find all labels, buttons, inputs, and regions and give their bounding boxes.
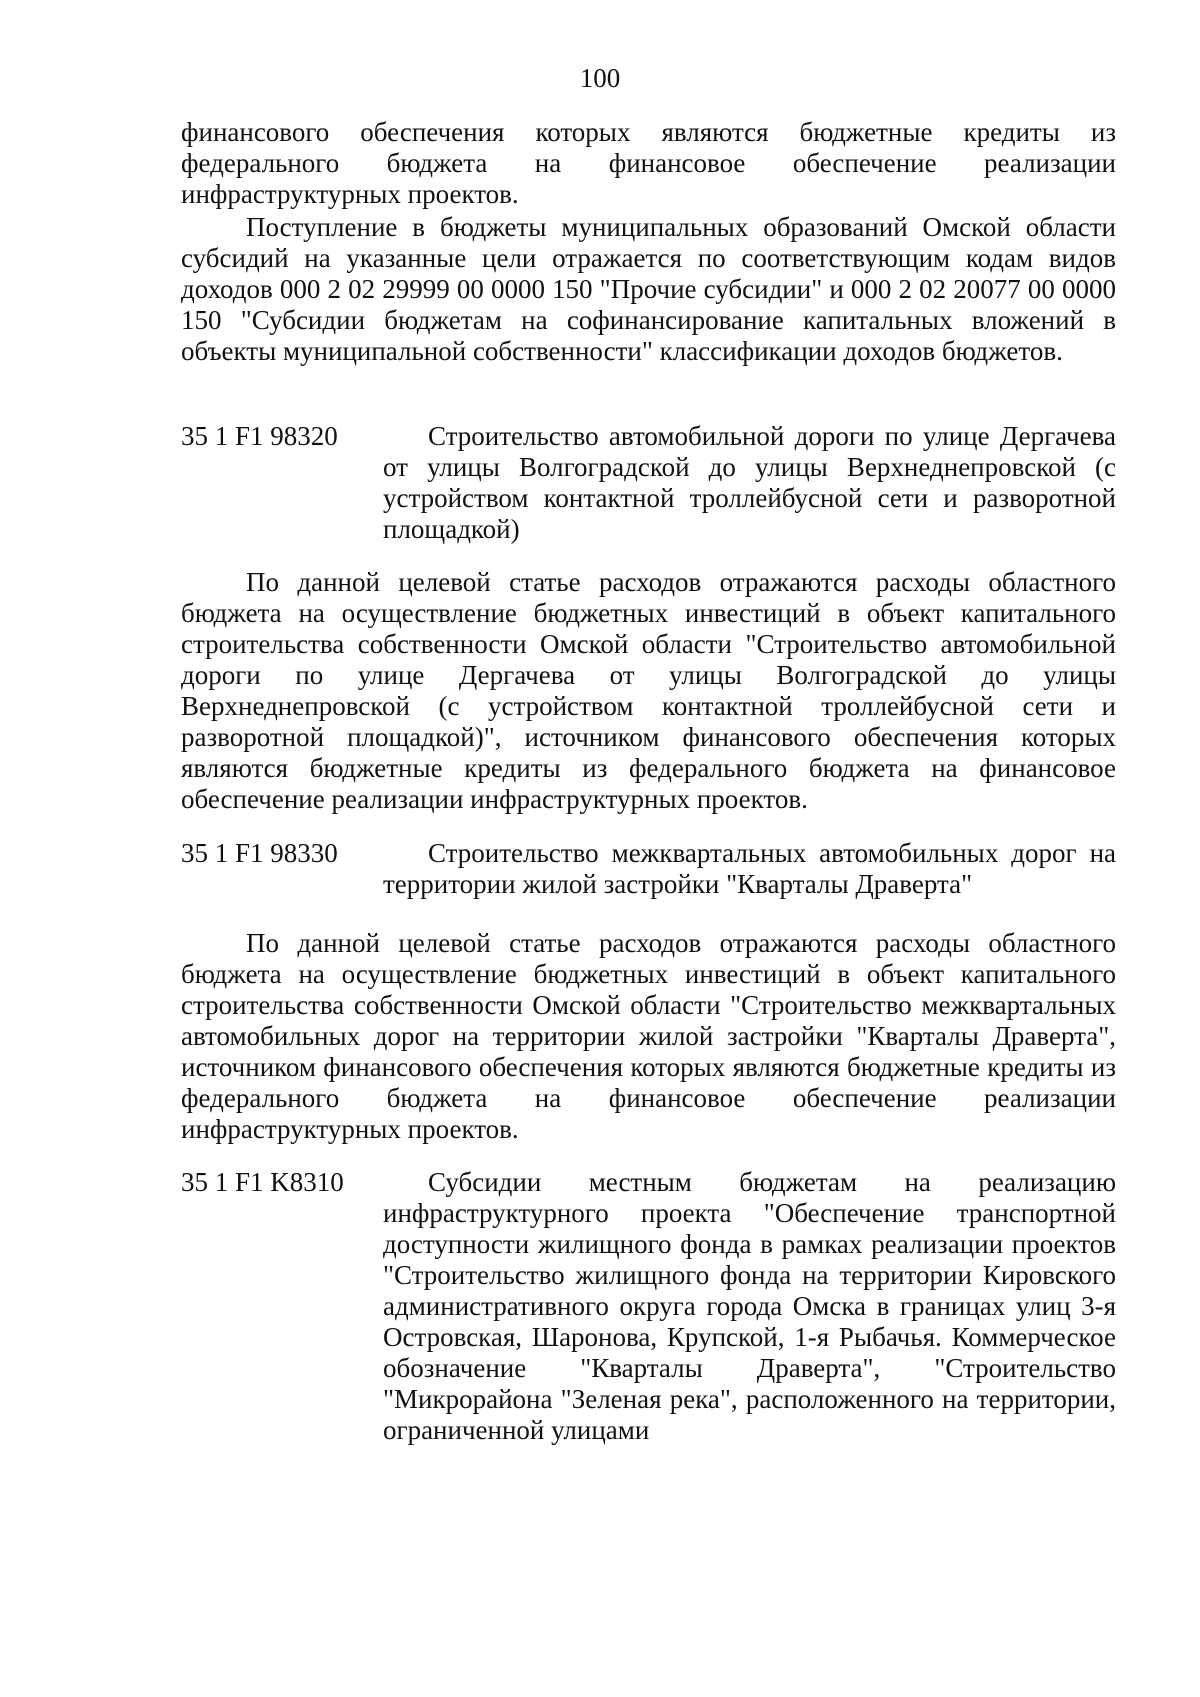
page-number: 100 xyxy=(579,63,621,93)
entry-description: Субсидии местным бюджетам на реализацию инфраструктурного проекта "Обеспечение транспортной доступности жилищного фонда в рамках реализации проектов "Строительство жилищного фонда на территории Кировского административного округа города Омска в границах улиц 3-я Островская, Шаронова, Крупской, 1-я Рыбачья. Коммерческое обозначение "Кварталы Драверта", "Строительство "Микрорайона "Зеленая река", расположенного на территории, ограниченной улицами xyxy=(383,1167,1116,1445)
paragraph-text: По данной целевой статье расходов отражаются расходы областного бюджета на осуществление бюджетных инвестиций в объект капитального строительства собственности Омской области "Строительство автомобильной дороги по улице Дергачева от улицы Волгоградской до улицы Верхнеднепровской (с устройством контактной троллейбусной сети и разворотной площадкой)", источником финансового обеспечения которых являются бюджетные кредиты из федерального бюджета на финансовое обеспечение реализации инфраструктурных проектов. xyxy=(181,567,1116,814)
entry-code: 35 1 F1 98330 xyxy=(181,838,338,868)
entry-description: Строительство автомобильной дороги по улице Дергачева от улицы Волгоградской до улицы Верхнеднепровской (с устройством контактной троллейбусной сети и разворотной площадкой) xyxy=(383,421,1116,544)
paragraph-income-codes xyxy=(181,212,1116,367)
paragraph-text: финансового обеспечения которых являются бюджетные кредиты из федерального бюджета на финансовое обеспечение реализации инфраструктурных проектов. xyxy=(181,117,1116,209)
paragraph-98320-explanation xyxy=(181,567,1116,815)
paragraph-text: По данной целевой статье расходов отражаются расходы областного бюджета на осуществление бюджетных инвестиций в объект капитального строительства собственности Омской области "Строительство межквартальных автомобильных дорог на территории жилой застройки "Кварталы Драверта", источником финансового обеспечения которых являются бюджетные кредиты из федерального бюджета на финансовое обеспечение реализации инфраструктурных проектов. xyxy=(181,928,1116,1144)
paragraph-text: Поступление в бюджеты муниципальных образований Омской области субсидий на указанные цели отражается по соответствующим кодам видов доходов 000 2 02 29999 00 0000 150 "Прочие субсидии" и 000 2 02 20077 00 0000 150 "Субсидии бюджетам на софинансирование капитальных вложений в объекты муниципальной собственности" классификации доходов бюджетов. xyxy=(181,212,1116,366)
entry-description: Строительство межквартальных автомобильных дорог на территории жилой застройки "Кварталы Драверта" xyxy=(383,838,1116,899)
entry-code: 35 1 F1 K8310 xyxy=(181,1167,344,1197)
entry-code: 35 1 F1 98320 xyxy=(181,421,338,451)
paragraph-continuation xyxy=(181,117,1116,210)
paragraph-98330-explanation xyxy=(181,928,1116,1145)
